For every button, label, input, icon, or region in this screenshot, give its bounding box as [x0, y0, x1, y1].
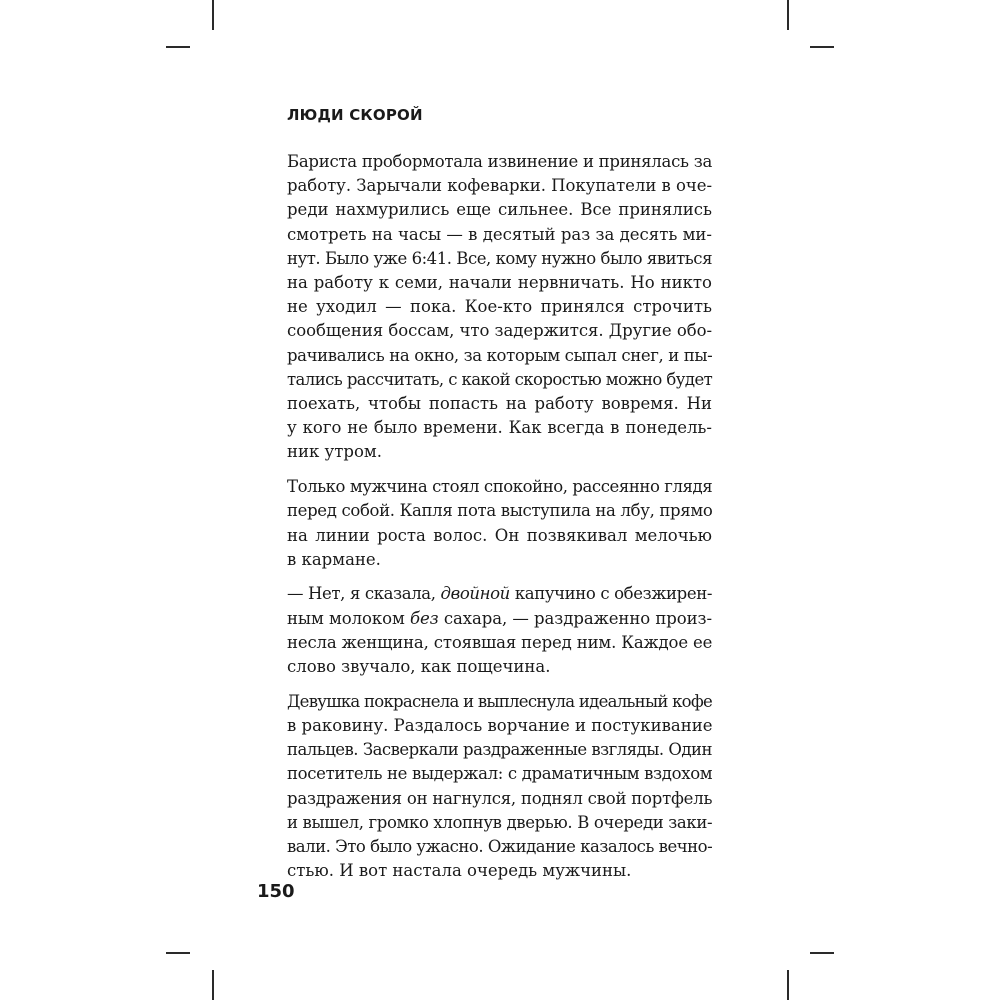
- crop-mark-bottom-left: [212, 970, 214, 1000]
- page-number: 150: [257, 881, 295, 902]
- text-run: сахара, — раздраженно произ-: [438, 608, 712, 628]
- text-line: ник утром.: [287, 442, 382, 462]
- text-line: на линии роста волос. Он позвякивал мелочью: [287, 525, 712, 545]
- text-line: Бариста пробормотала извинение и принялась за: [287, 152, 713, 171]
- italic-emphasis: двойной: [440, 584, 510, 604]
- text-line: перед собой. Капля пота выступила на лбу, прямо: [287, 501, 713, 521]
- crop-mark-top-right: [787, 0, 789, 30]
- paragraph-2: [287, 475, 712, 572]
- text-line: несла женщина, стоявшая перед ним. Каждое ее: [287, 632, 713, 652]
- text-line: посетитель не выдержал: с драматичным вздохом: [287, 764, 713, 784]
- text-line: поехать, чтобы попасть на работу вовремя. Ни: [287, 394, 712, 414]
- text-run: — Нет, я сказала,: [287, 584, 441, 604]
- crop-mark-top-left-horizontal: [166, 46, 190, 48]
- text-line: сообщения боссам, что задержится. Другие обо-: [287, 321, 713, 341]
- text-line: раздражения он нагнулся, поднял свой портфель: [287, 788, 713, 808]
- body-text: [287, 150, 712, 894]
- text-line: и вышел, громко хлопнув дверью. В очереди заки-: [287, 812, 713, 832]
- paragraph-3-dialogue: [287, 582, 712, 679]
- text-line: у кого не было времени. Как всегда в понедель-: [287, 418, 712, 438]
- text-line: [287, 582, 712, 606]
- crop-mark-bottom-right-horizontal: [810, 952, 834, 954]
- text-line: на работу к семи, начали нервничать. Но никто: [287, 273, 712, 293]
- text-line: вали. Это было ужасно. Ожидание казалось вечно-: [287, 836, 713, 856]
- text-run: капучино с обезжирен-: [509, 584, 713, 604]
- text-line: слово звучало, как пощечина.: [287, 657, 551, 677]
- crop-mark-bottom-left-horizontal: [166, 952, 190, 954]
- text-line: не уходил — пока. Кое-кто принялся строчить: [287, 297, 712, 317]
- text-line: работу. Зарычали кофеварки. Покупатели в оче-: [287, 176, 712, 196]
- text-line: в кармане.: [287, 549, 381, 569]
- italic-emphasis: без: [409, 608, 439, 628]
- text-line: рачивались на окно, за которым сыпал снег, и пы-: [287, 345, 713, 365]
- text-line: реди нахмурились еще сильнее. Все принялись: [287, 200, 712, 220]
- paragraph-4: [287, 690, 712, 884]
- text-run: ным молоком: [287, 608, 410, 628]
- text-line: Только мужчина стоял спокойно, рассеянно глядя: [287, 477, 713, 497]
- text-line: смотреть на часы — в десятый раз за десять ми-: [287, 224, 712, 244]
- running-header: ЛЮДИ СКОРОЙ: [287, 106, 423, 124]
- text-line: нут. Было уже 6:41. Все, кому нужно было явиться: [287, 248, 712, 268]
- text-line: в раковину. Раздалось ворчание и постукивание: [287, 715, 713, 735]
- text-line: стью. И вот настала очередь мужчины.: [287, 861, 632, 881]
- paragraph-1: [287, 150, 712, 465]
- crop-mark-bottom-right: [787, 970, 789, 1000]
- text-line: Девушка покраснела и выплеснула идеальный кофе: [287, 691, 713, 711]
- text-line: [287, 607, 712, 631]
- text-line: пальцев. Засверкали раздраженные взгляды. Один: [287, 740, 712, 760]
- crop-mark-top-left: [212, 0, 214, 30]
- crop-mark-top-right-horizontal: [810, 46, 834, 48]
- text-line: тались рассчитать, с какой скоростью можно будет: [287, 369, 713, 389]
